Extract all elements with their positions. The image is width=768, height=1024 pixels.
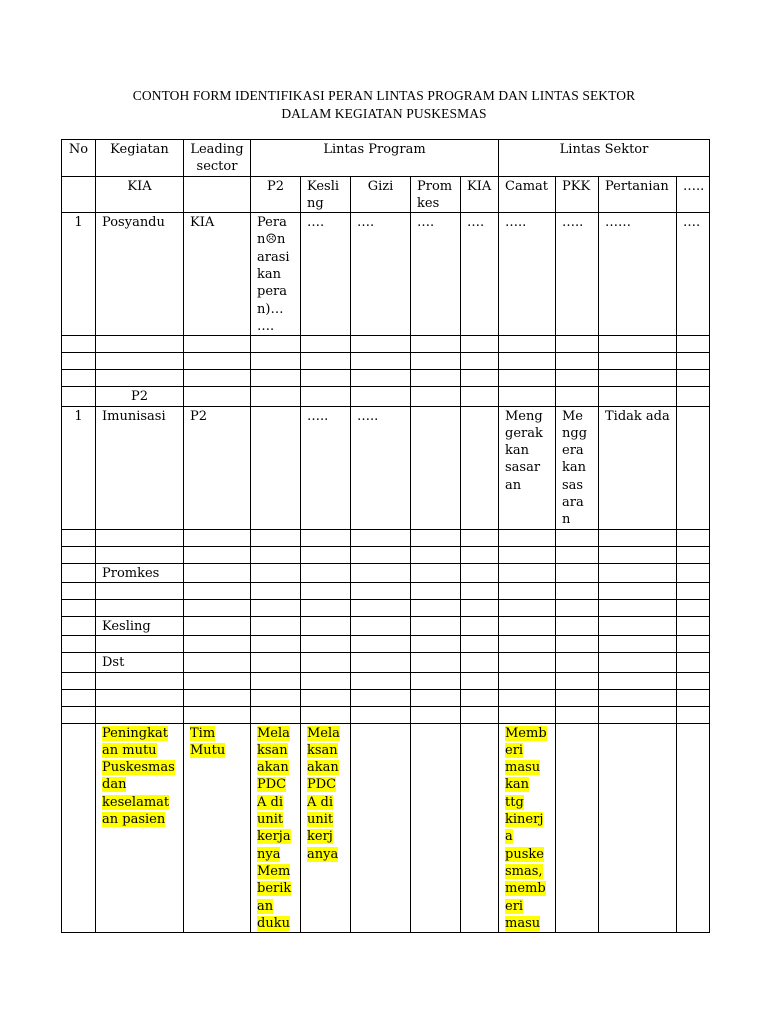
subheader-kia: KIA: [96, 176, 184, 213]
row-pkk: Me ngg era kan sas ara n: [556, 406, 599, 529]
row-p2: [251, 723, 301, 933]
highlighted-text: Tim Mutu: [190, 725, 226, 758]
highlighted-text: Peningkat an mutu Puskesmas dan keselamat an pasien: [102, 725, 175, 828]
blank-row: [62, 599, 710, 616]
blank-row: [62, 546, 710, 563]
table-row-mutu: [62, 723, 710, 933]
row-no: 1: [62, 406, 96, 529]
row-kegiatan: Imunisasi: [96, 406, 184, 529]
table-row: [62, 213, 710, 336]
subheader-camat: Camat: [499, 176, 556, 213]
subheader-kesling: Kesli ng: [301, 176, 351, 213]
header-no: No: [62, 140, 96, 177]
blank-row: [62, 353, 710, 370]
blank-row: [62, 529, 710, 546]
group-row-promkes: [62, 563, 710, 582]
row-kesling: ….: [301, 213, 351, 336]
subheader-p2: P2: [251, 176, 301, 213]
row-dots: ….: [677, 213, 710, 336]
subheader-promkes: Prom kes: [411, 176, 461, 213]
blank-row: [62, 582, 710, 599]
row-promkes: ….: [411, 213, 461, 336]
blank-row: [62, 689, 710, 706]
group-label: Promkes: [96, 563, 184, 582]
blank-row: [62, 336, 710, 353]
group-row-p2: [62, 387, 710, 406]
blank-row: [62, 370, 710, 387]
form-subtitle: DALAM KEGIATAN PUSKESMAS: [281, 106, 487, 121]
header-lintas-sektor: Lintas Sektor: [499, 140, 710, 177]
highlighted-text: Memb eri masu kan ttg kinerj a puske smas, memb eri masu: [505, 725, 547, 931]
subheader-gizi: Gizi: [351, 176, 411, 213]
row-pkk: …..: [556, 213, 599, 336]
row-pertanian: ……: [599, 213, 677, 336]
highlighted-text: Mela ksan akan PDC A di unit kerja nya Mem berik an duku: [257, 725, 292, 931]
group-label: P2: [96, 387, 184, 406]
blank-row: [62, 636, 710, 653]
subheader-dots: …..: [677, 176, 710, 213]
row-kia: ….: [461, 213, 499, 336]
highlighted-text: Mela ksan akan PDC A di unit kerj anya: [307, 725, 340, 862]
row-leading: KIA: [184, 213, 251, 336]
header-row: [62, 140, 710, 177]
row-camat: …..: [499, 213, 556, 336]
row-leading: P2: [184, 406, 251, 529]
row-gizi: …..: [351, 406, 411, 529]
row-p2: Pera n☹n arasi kan pera n)… ….: [251, 213, 301, 336]
blank-row: [62, 672, 710, 689]
row-camat: Meng gerak kan sasar an: [499, 406, 556, 529]
subheader-pkk: PKK: [556, 176, 599, 213]
row-kesling: …..: [301, 406, 351, 529]
row-camat: [499, 723, 556, 933]
group-row-dst: [62, 653, 710, 672]
subheader-pertanian: Pertanian: [599, 176, 677, 213]
table-row: [62, 406, 710, 529]
row-no: 1: [62, 213, 96, 336]
group-label: Kesling: [96, 616, 184, 635]
header-leading-sector: Leading sector: [184, 140, 251, 177]
row-leading: [184, 723, 251, 933]
row-kegiatan: Posyandu: [96, 213, 184, 336]
row-gizi: ….: [351, 213, 411, 336]
subheader-kia2: KIA: [461, 176, 499, 213]
group-label: Dst: [96, 653, 184, 672]
row-kegiatan: [96, 723, 184, 933]
subheader-row: [62, 176, 710, 213]
row-pertanian: Tidak ada: [599, 406, 677, 529]
blank-row: [62, 706, 710, 723]
header-lintas-program: Lintas Program: [251, 140, 499, 177]
row-kesling: [301, 723, 351, 933]
identification-table: [61, 139, 710, 933]
header-kegiatan: Kegiatan: [96, 140, 184, 177]
group-row-kesling: [62, 616, 710, 635]
form-title: CONTOH FORM IDENTIFIKASI PERAN LINTAS PROGRAM DAN LINTAS SEKTOR: [132, 88, 636, 103]
